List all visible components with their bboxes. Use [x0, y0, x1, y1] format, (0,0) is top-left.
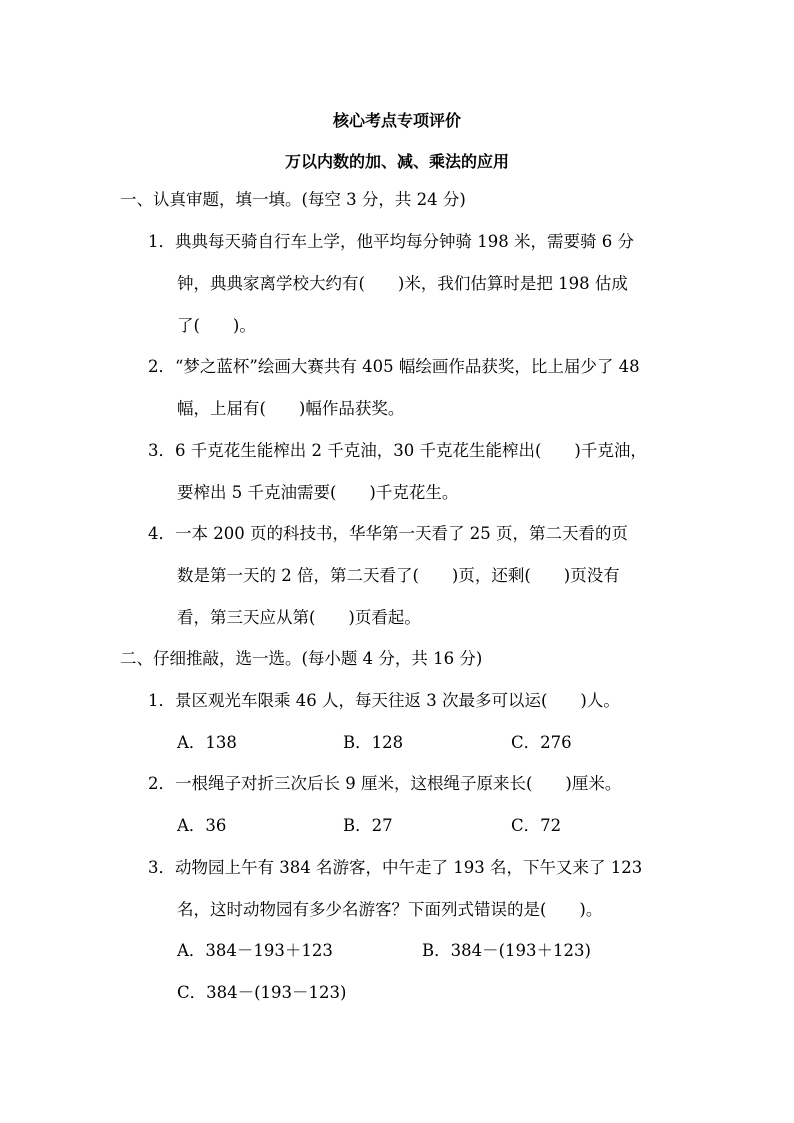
option-b: B．384－(193＋123) — [422, 941, 591, 960]
question-line: 2．“梦之蓝杯”绘画大赛共有 405 幅绘画作品获奖，比上届少了 48 — [148, 357, 640, 376]
question-line: 1．典典每天骑自行车上学，他平均每分钟骑 198 米，需要骑 6 分 — [148, 232, 634, 251]
option-a: A．138 — [177, 733, 237, 752]
option-c: C．72 — [511, 816, 562, 835]
section-heading: 二、仔细推敲，选一选。(每小题 4 分，共 16 分) — [120, 649, 483, 668]
option-c: C．276 — [511, 733, 572, 752]
question-line: 名，这时动物园有多少名游客？下面列式错误的是( )。 — [177, 900, 603, 919]
question-line: 3．6 千克花生能榨出 2 千克油，30 千克花生能榨出( )千克油， — [148, 441, 647, 460]
question-line: 1．景区观光车限乘 46 人，每天往返 3 次最多可以运( )人。 — [148, 691, 620, 710]
question-line: 看，第三天应从第( )页看起。 — [177, 608, 421, 627]
question-line: 钟，典典家离学校大约有( )米，我们估算时是把 198 估成 — [177, 274, 628, 293]
option-a: A．384－193＋123 — [177, 941, 333, 960]
question-line: 3．动物园上午有 384 名游客，中午走了 193 名，下午又来了 123 — [148, 858, 643, 877]
question-line: 了( )。 — [177, 316, 256, 335]
question-line: 要榨出 5 千克油需要( )千克花生。 — [177, 483, 459, 502]
option-a: A．36 — [177, 816, 227, 835]
page-subtitle: 万以内数的加、减、乘法的应用 — [284, 152, 509, 171]
question-line: 4．一本 200 页的科技书，华华第一天看了 25 页，第二天看的页 — [148, 524, 628, 543]
section-heading: 一、认真审题，填一填。(每空 3 分，共 24 分) — [120, 190, 466, 209]
question-line: 幅，上届有( )幅作品获奖。 — [177, 399, 405, 418]
option-b: B．128 — [343, 733, 404, 752]
option-c: C．384－(193－123) — [177, 983, 347, 1002]
page-title: 核心考点专项评价 — [332, 111, 461, 130]
question-line: 数是第一天的 2 倍，第二天看了( )页，还剩( )页没有 — [177, 566, 620, 585]
option-b: B．27 — [343, 816, 393, 835]
question-line: 2．一根绳子对折三次后长 9 厘米，这根绳子原来长( )厘米。 — [148, 774, 622, 793]
